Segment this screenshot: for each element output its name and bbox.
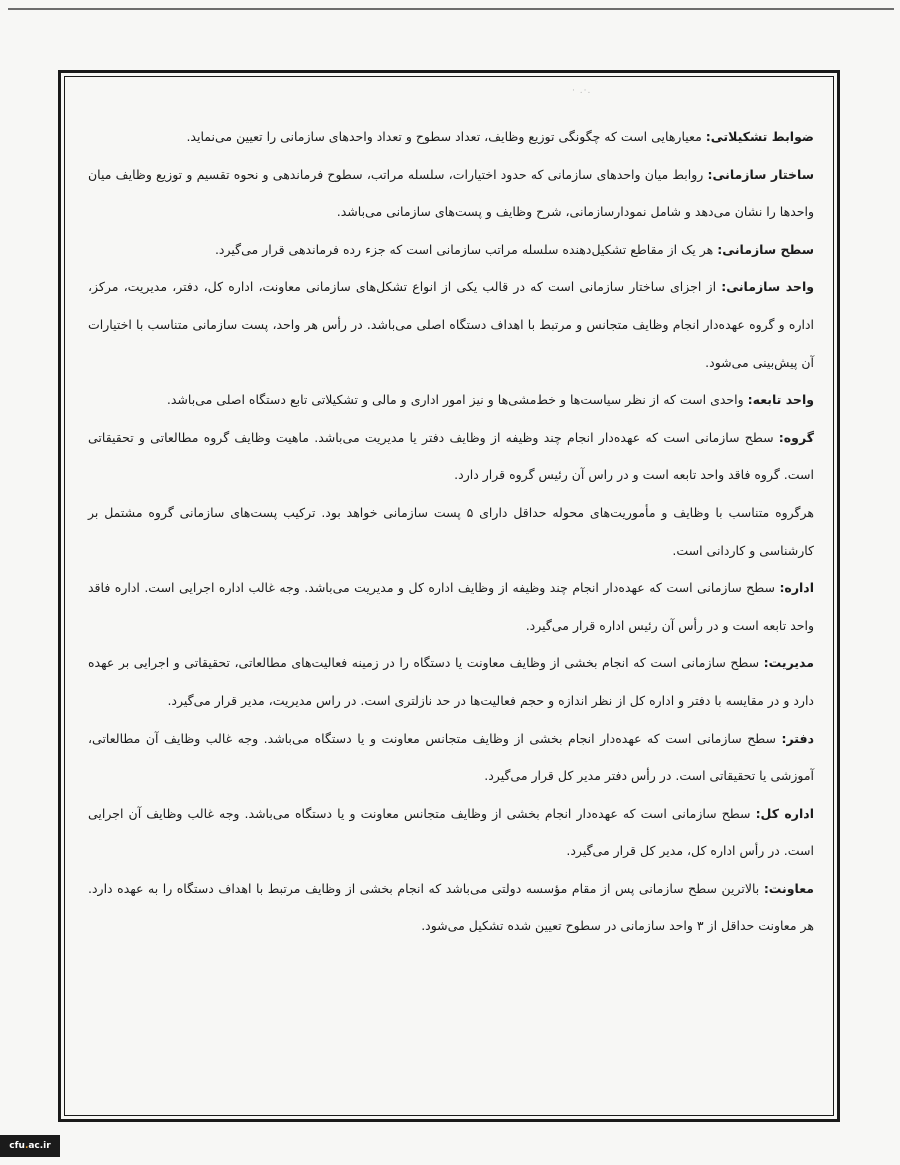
term-definition: از اجزای ساختار سازمانی است که در قالب یکی از انواع تشکل‌های سازمانی معاونت، اداره کل، دفتر، مدیریت، مرکز، اداره و گروه عهده‌دار انجام وظایف متجانس و مرتبط با اهداف دستگاه اصلی می‌باشد. در رأس هر واحد، پست سازمانی متناسب با اختیارات آن پیش‌بینی می‌شود. [88, 279, 814, 370]
term-definition: سطح سازمانی است که عهده‌دار انجام چند وظیفه از وظایف اداره کل و مدیریت می‌باشد. وجه غالب اداره اجرایی است. اداره فاقد واحد تابعه است و در رأس آن رئیس اداره قرار می‌گیرد. [88, 580, 814, 633]
term-label: سطح سازمانی: [717, 241, 814, 257]
term-definition: سطح سازمانی است که عهده‌دار انجام چند وظیفه از وظایف دفتر یا مدیریت می‌باشد. ماهیت وظایف گروه مطالعاتی و تحقیقاتی است. گروه فاقد واحد تابعه است و در راس آن رئیس گروه قرار دارد. [88, 429, 814, 483]
term-label: ضوابط تشکیلاتی: [705, 129, 814, 144]
term-label: مدیریت: [763, 655, 814, 671]
logo-dot: . [24, 1141, 29, 1151]
paragraph-group-composition [88, 494, 814, 569]
definitions-text [88, 118, 814, 945]
term-label: ساختار سازمانی: [707, 166, 814, 182]
paragraph-subsidiary-unit [88, 381, 814, 419]
paragraph-general-directorate [88, 795, 814, 870]
term-definition: سطح سازمانی است که انجام بخشی از وظایف معاونت یا دستگاه را در زمینه فعالیت‌های مطالعاتی، تحقیقاتی و اجرایی بر عهده دارد و در مقایسه با دفتر و اداره کل از نظر اندازه و حجم فعالیت‌ها در حد نازلتری است. در راس مدیریت، مدیر قرار می‌گیرد. [88, 655, 814, 708]
paragraph-deputy [88, 870, 814, 945]
logo-tld: ac.ir [28, 1141, 51, 1151]
term-label: واحد تابعه: [747, 392, 814, 408]
term-label: واحد سازمانی: [721, 279, 814, 295]
term-definition: هر یک از مقاطع تشکیل‌دهنده سلسله مراتب سازمانی است که جزء رده فرماندهی قرار می‌گیرد. [214, 241, 718, 257]
term-definition: سطح سازمانی است که عهده‌دار انجام بخشی از وظایف متجانس معاونت و یا دستگاه می‌باشد. وجه غالب وظایف آن اجرایی است. در رأس اداره کل، مدیر کل قرار می‌گیرد. [88, 805, 814, 859]
term-label: اداره: [779, 580, 814, 596]
term-label: معاونت: [763, 880, 814, 896]
term-definition: بالاترین سطح سازمانی پس از مقام مؤسسه دولتی می‌باشد که انجام بخشی از وظایف مرتبط با اهداف دستگاه را به عهده دارد. هر معاونت حداقل از ۳ واحد سازمانی در سطوح تعیین شده تشکیل می‌شود. [88, 880, 814, 934]
paragraph-tashkilati-criteria [88, 118, 814, 156]
paragraph-organizational-structure [88, 156, 814, 231]
cfu-logo [0, 1135, 60, 1157]
paragraph-organizational-unit [88, 268, 814, 381]
logo-main: cfu [9, 1141, 25, 1151]
term-definition: واحدی است که از نظر سیاست‌ها و خط‌مشی‌ها و نیز امور اداری و مالی و تشکیلاتی تابع دستگاه اصلی می‌باشد. [166, 392, 748, 408]
term-label: اداره کل: [755, 805, 814, 821]
paragraph-department [88, 569, 814, 644]
paragraph-group [88, 419, 814, 494]
paragraph-organizational-level [88, 231, 814, 269]
page-edge-line [8, 8, 894, 10]
term-label: گروه: [778, 429, 814, 445]
term-definition: معیارهایی است که چگونگی توزیع وظایف، تعداد سطوح و تعداد واحدهای سازمانی را تعیین می‌نماید. [186, 129, 706, 144]
paragraph-office [88, 720, 814, 795]
term-definition: سطح سازمانی است که عهده‌دار انجام بخشی از وظایف متجانس معاونت و یا دستگاه می‌باشد. وجه غالب وظایف آن مطالعاتی، آموزشی یا تحقیقاتی است. در رأس دفتر مدیر کل قرار می‌گیرد. [88, 730, 814, 784]
paragraph-management [88, 644, 814, 719]
term-label: دفتر: [781, 730, 814, 746]
scan-mark: · .·. [572, 86, 592, 96]
term-definition: روابط میان واحدهای سازمانی که حدود اختیارات، سلسله مراتب، سطوح فرماندهی و نحوه تقسیم و توزیع وظایف میان واحدها را نشان می‌دهد و شامل نمودارسازمانی، شرح وظایف و پست‌های سازمانی می‌باشد. [88, 166, 814, 220]
term-definition: هرگروه متناسب با وظایف و مأموریت‌های محوله حداقل دارای ۵ پست سازمانی خواهد بود. ترکیب پست‌های سازمانی گروه مشتمل بر کارشناسی و کاردانی است. [88, 504, 814, 558]
